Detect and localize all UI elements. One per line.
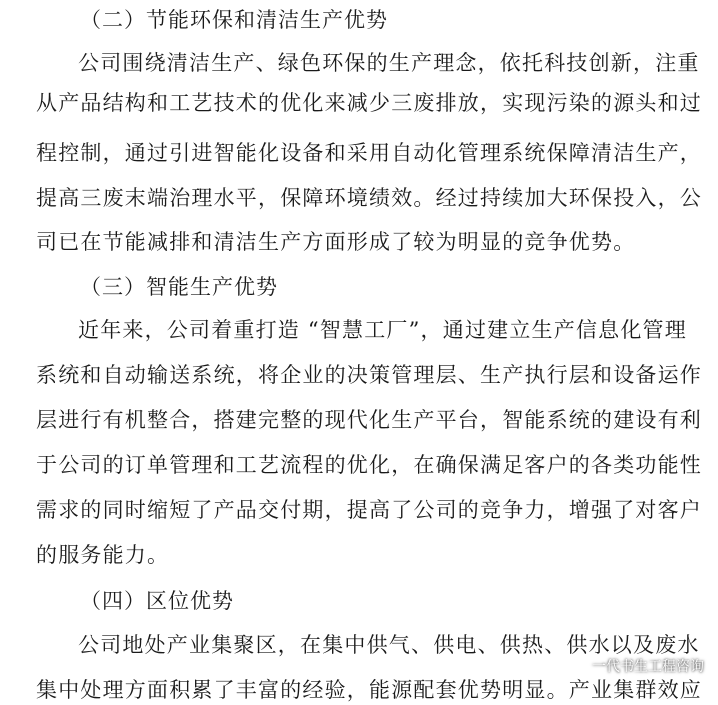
section-heading-location: （四）区位优势 <box>80 589 234 613</box>
wechat-official-account-icon <box>564 657 586 675</box>
paragraph-line: 从产品结构和工艺技术的优化来减少三废排放，实现污染的源头和过 <box>36 91 702 115</box>
paragraph-line: 需求的同时缩短了产品交付期，提高了公司的竞争力，增强了对客户 <box>36 498 702 522</box>
paragraph-line: 的服务能力。 <box>36 543 170 567</box>
paragraph-line: 程控制，通过引进智能化设备和采用自动化管理系统保障清洁生产， <box>36 141 702 165</box>
section-heading-energy-saving: （二）节能环保和清洁生产优势 <box>80 8 388 32</box>
paragraph-line: 提高三废末端治理水平，保障环境绩效。经过持续加大环保投入，公 <box>36 186 702 210</box>
paragraph-line: 集中处理方面积累了丰富的经验，能源配套优势明显。产业集群效应 <box>36 678 702 702</box>
watermark-text: 一代书生工程咨询 <box>592 659 704 675</box>
paragraph-line: 于公司的订单管理和工艺流程的优化，在确保满足客户的各类功能性 <box>36 453 702 477</box>
paragraph-line: 近年来，公司着重打造 “智慧工厂”，通过建立生产信息化管理 <box>78 318 687 342</box>
paragraph-line: 司已在节能减排和清洁生产方面形成了较为明显的竞争优势。 <box>36 230 636 254</box>
paragraph-line: 层进行有机整合，搭建完整的现代化生产平台，智能系统的建设有利 <box>36 408 702 432</box>
paragraph-line: 公司地处产业集聚区，在集中供气、供电、供热、供水以及废水 <box>78 633 700 657</box>
paragraph-line: 系统和自动输送系统，将企业的决策管理层、生产执行层和设备运作 <box>36 363 702 387</box>
section-heading-smart-production: （三）智能生产优势 <box>80 275 278 299</box>
paragraph-line: 公司围绕清洁生产、绿色环保的生产理念，依托科技创新，注重 <box>78 51 700 75</box>
watermark <box>564 656 704 676</box>
